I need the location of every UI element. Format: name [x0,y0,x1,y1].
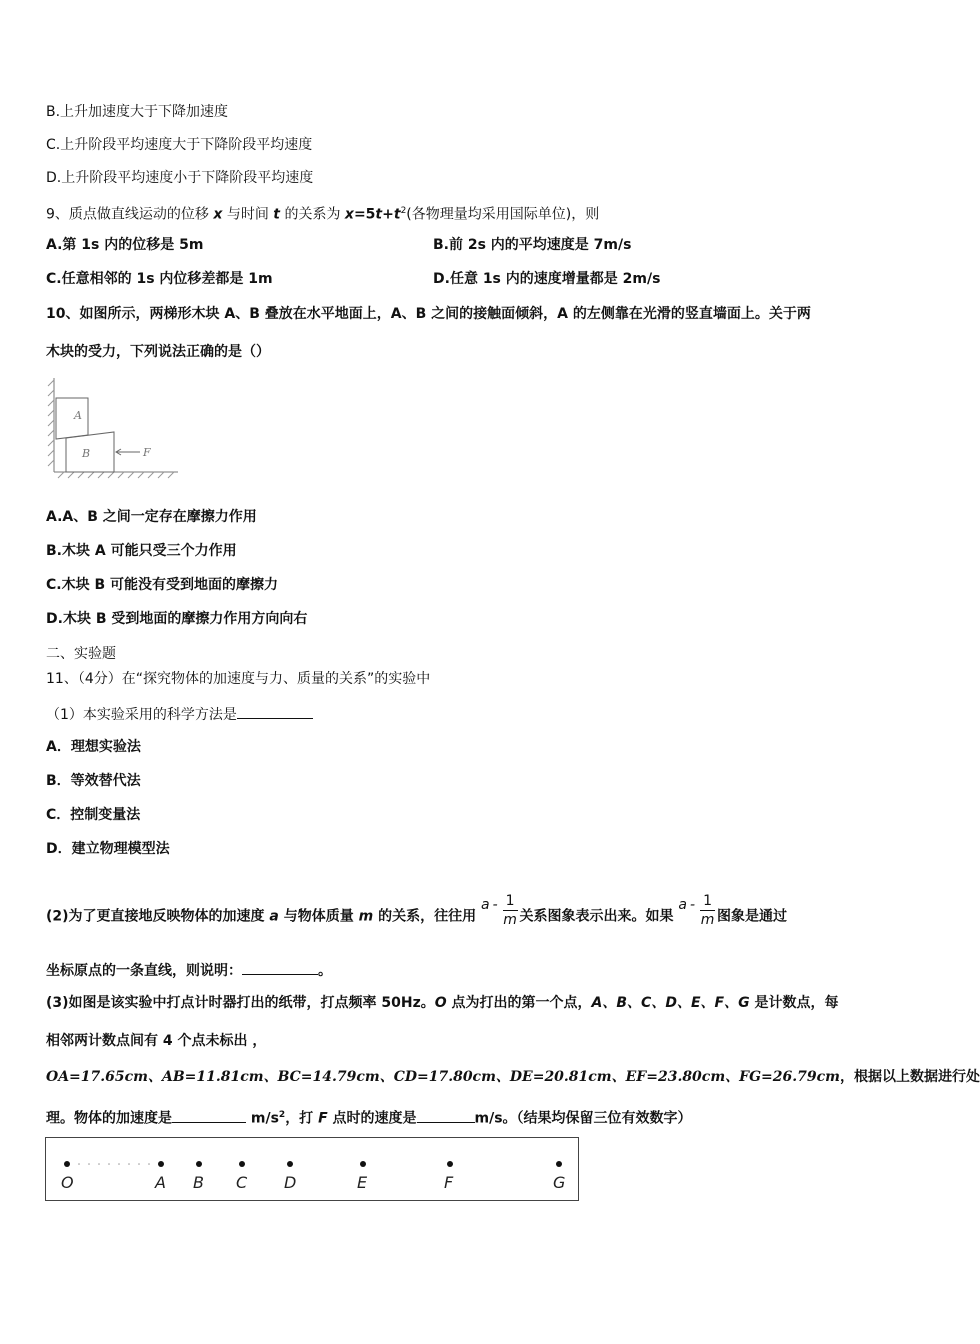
fraction1 [503,892,518,929]
tape-point-c [239,1161,245,1167]
q9-suffix: (各物理量均采用国际单位)，则 [406,206,600,223]
q11-part3-l4b: m/s [246,1110,279,1127]
q11-part2-line2-text: 坐标原点的一条直线，则说明： [46,963,242,979]
q9-formula-t2: t [393,206,401,223]
q11-part2-a-var: a [269,908,279,925]
q10-option-a: A.A、B 之间一定存在摩擦力作用 [46,509,257,525]
tape-faint-dot [88,1163,90,1165]
q10-option-b: B.木块 A 可能只受三个力作用 [46,543,237,559]
paper-tape-figure [45,1137,580,1203]
q11-part2-d: 关系图象表示出来。如果 [519,908,674,925]
paper-tape-border [46,1138,579,1201]
fraction1-a: a [480,896,490,913]
q11-part3-a: (3)如图是该实验中打点计时器打出的纸带，打点频率 50Hz。 [46,995,435,1011]
q11-option-c: C．控制变量法 [46,807,141,823]
q9-formula-plus: + [382,206,394,223]
fraction2-den: m [700,912,715,928]
tape-faint-dot [118,1163,120,1165]
q11-option-b: B．等效替代法 [46,773,141,789]
q9-formula-x: x [344,206,354,223]
fraction2 [700,892,715,929]
tape-label-o: O [61,1173,74,1192]
block-a [56,398,88,439]
tape-point-f [447,1161,453,1167]
q11-part3-line3 [46,1067,980,1087]
q8-option-c: C.上升阶段平均速度大于下降阶段平均速度 [46,137,313,153]
q9-mid2: 的关系为 [280,206,345,223]
label-f: F [143,446,151,459]
fraction1-den: m [503,912,517,928]
q11-part3-c: 是计数点，每 [749,995,839,1011]
q10-figure [46,376,181,481]
q9-formula-sup: 2 [400,206,407,216]
q11-part3-line4 [46,1105,692,1129]
q10-stem-line2: 木块的受力，下列说法正确的是（） [46,344,270,360]
q10-stem-line1: 10、如图所示，两梯形木块 A、B 叠放在水平地面上，A、B 之间的接触面倾斜，A 的左侧靠在光滑的竖直墙面上。关于两 [46,306,811,322]
q11-part1-blank [237,704,313,719]
tape-point-o [64,1161,70,1167]
tape-label-a: A [155,1173,166,1192]
tape-label-b: B [193,1173,204,1192]
tape-faint-dot [78,1163,80,1165]
q10-option-c: C.木块 B 可能没有受到地面的摩擦力 [46,577,279,593]
q11-accel-blank [172,1108,246,1123]
q11-part1-text: （1）本实验采用的科学方法是 [46,707,237,723]
q11-part3-o: O [434,995,447,1011]
q9-prefix: 9、质点做直线运动的位移 [46,206,214,223]
q11-part3-l4c: ，打 [285,1110,319,1127]
q11-part2-m-var: m [358,908,374,925]
q11-part3-l4sup: 2 [278,1110,286,1120]
q9-stem [46,201,599,225]
q11-part3-line1 [46,993,838,1013]
fraction1-dash: - [492,896,498,913]
tape-label-c: C [236,1173,248,1192]
tape-point-d [287,1161,293,1167]
q8-option-b: B.上升加速度大于下降加速度 [46,104,229,120]
q11-option-d: D．建立物理模型法 [46,841,170,857]
tape-faint-dot [98,1163,100,1165]
q11-part3-l4d: 点时的速度是 [327,1110,417,1127]
q10-option-d: D.木块 B 受到地面的摩擦力作用方向向右 [46,611,308,627]
tape-label-d: D [284,1173,297,1192]
q11-part2-blank [242,960,318,975]
tape-faint-dot [148,1163,150,1165]
fraction2-a: a [678,896,688,913]
q11-part2-a: (2)为了更直接地反映物体的加速度 [46,908,270,925]
q11-part3-b: 点为打出的第一个点， [446,995,592,1011]
fraction2-num: 1 [700,892,715,911]
q11-part2-line1 [46,893,787,935]
q11-part2-line2 [46,960,332,981]
q11-part2-e: 图象是通过 [717,908,787,925]
tape-point-b [196,1161,202,1167]
label-a: A [74,409,82,422]
q11-part3-line2: 相邻两计数点间有 4 个点未标出 ， [46,1033,267,1049]
q11-option-a: A．理想实验法 [46,739,141,755]
q9-option-a: A.第 1s 内的位移是 5m [46,237,204,253]
q11-title: 11、（4分）在“探究物体的加速度与力、质量的关系”的实验中 [46,671,431,687]
q9-option-d: D.任意 1s 内的速度增量都是 2m/s [433,271,661,287]
tape-label-e: E [357,1173,368,1192]
q11-part3-data: OA=17.65cm、AB=11.81cm、BC=14.79cm、CD=17.80cm、DE=20.81cm、EF=23.80cm、FG=26.79cm [46,1069,840,1085]
q9-formula-t1: t [375,206,383,223]
q11-part3-letters: A、B、C、D、E、F、G [591,995,750,1011]
q11-part1 [46,704,313,725]
q11-part3-l4e: m/s。（结果均保留三位有效数字） [474,1110,692,1127]
q9-option-b: B.前 2s 内的平均速度是 7m/s [433,237,632,253]
q11-velocity-blank [417,1108,475,1123]
q11-part3-l4f: F [318,1110,328,1127]
tape-point-g [556,1161,562,1167]
fraction2-dash: - [690,896,696,913]
fraction1-num: 1 [503,892,518,911]
q9-formula-eq: =5 [353,206,376,223]
q9-x-var: x [213,206,223,223]
tape-point-a [158,1161,164,1167]
tape-label-g: G [553,1173,566,1192]
tape-label-f: F [444,1173,454,1192]
q9-t-var: t [273,206,280,223]
tape-faint-dot [128,1163,130,1165]
q11-part2-c: 的关系，往往用 [373,908,477,925]
q11-part2-end: 。 [318,963,332,979]
tape-faint-dot [138,1163,140,1165]
q11-part2-b: 与物体质量 [278,908,359,925]
section-heading: 二、实验题 [46,646,116,662]
label-b: B [82,447,91,460]
tape-point-e [360,1161,366,1167]
q9-mid1: 与时间 [222,206,274,223]
q11-part3-l4a: 理。物体的加速度是 [46,1110,172,1127]
tape-faint-dot [108,1163,110,1165]
q8-option-d: D.上升阶段平均速度小于下降阶段平均速度 [46,170,314,186]
q11-part3-data-end: ，根据以上数据进行处 [839,1069,980,1085]
q9-option-c: C.任意相邻的 1s 内位移差都是 1m [46,271,273,287]
